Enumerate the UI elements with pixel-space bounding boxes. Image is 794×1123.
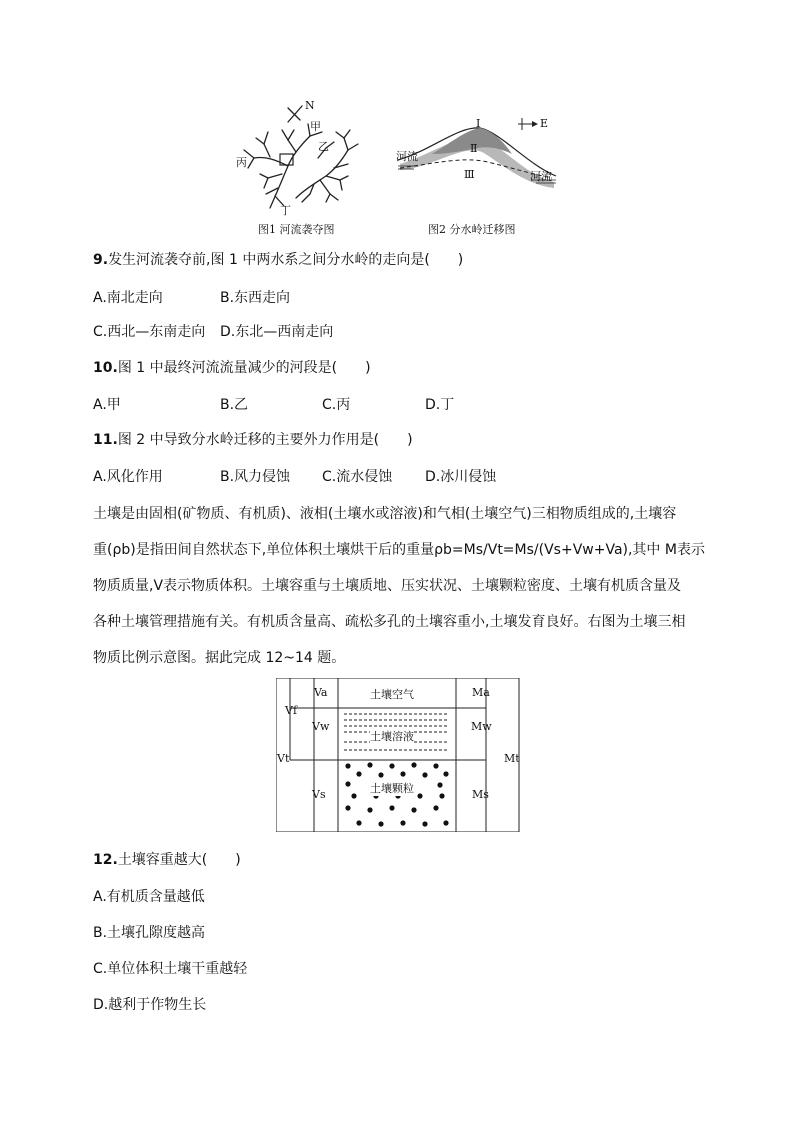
label-river-left: 河流	[396, 150, 418, 163]
label-river-right: 河流	[530, 170, 552, 183]
passage-line-2: 重(ρb)是指田间自然状态下,单位体积土壤烘干后的重量ρb=Ms/Vt=Ms/(Vs+Vw+Va),其中 M表示	[93, 542, 705, 558]
passage-line-5: 物质比例示意图。据此完成 12~14 题。	[93, 650, 346, 666]
q10-option-d[interactable]: D.丁	[425, 397, 455, 413]
question-stem: 图 2 中导致分水岭迁移的主要外力作用是( )	[117, 432, 413, 448]
q11-option-a[interactable]: A.风化作用	[93, 469, 163, 485]
q9-option-d[interactable]: D.东北—西南走向	[220, 324, 334, 340]
q9-option-a[interactable]: A.南北走向	[93, 290, 163, 306]
label-ding: 丁	[280, 204, 291, 217]
passage-line-1: 土壤是由固相(矿物质、有机质)、液相(土壤水或溶液)和气相(土壤空气)三相物质组成的,土壤容	[93, 506, 677, 522]
question-10	[93, 357, 371, 377]
label-vf: Vf	[285, 704, 298, 717]
question-9	[93, 249, 463, 269]
q10-option-a[interactable]: A.甲	[93, 397, 121, 413]
question-stem: 发生河流袭夺前,图 1 中两水系之间分水岭的走向是( )	[108, 252, 464, 268]
figure-2	[392, 112, 562, 192]
label-east: E	[540, 117, 549, 130]
q12-option-b[interactable]: B.土壤孔隙度越高	[93, 925, 206, 941]
label-ma: Ma	[472, 686, 490, 699]
river-capture-map	[230, 98, 370, 218]
q9-option-c[interactable]: C.西北—东南走向	[93, 324, 206, 340]
q12-option-a[interactable]: A.有机质含量越低	[93, 889, 205, 905]
label-jia: 甲	[310, 120, 321, 133]
question-number: 12.	[93, 852, 118, 868]
question-11	[93, 429, 413, 449]
label-soil-particles: 土壤颗粒	[370, 782, 414, 795]
label-va: Va	[314, 686, 328, 699]
label-vw: Vw	[312, 720, 330, 733]
label-vt: Vt	[277, 752, 290, 765]
question-number: 9.	[93, 252, 109, 268]
q11-option-b[interactable]: B.风力侵蚀	[220, 469, 291, 485]
question-stem: 图 1 中最终河流流量减少的河段是( )	[117, 360, 371, 376]
question-stem: 土壤容重越大( )	[117, 852, 241, 868]
question-12	[93, 849, 241, 869]
passage-line-3: 物质质量,V表示物质体积。土壤容重与土壤质地、压实状况、土壤颗粒密度、土壤有机质含量及	[93, 578, 682, 594]
q10-option-b[interactable]: B.乙	[220, 397, 249, 413]
label-soil-solution: 土壤溶液	[370, 730, 414, 743]
q12-option-d[interactable]: D.越利于作物生长	[93, 997, 207, 1013]
q12-option-c[interactable]: C.单位体积土壤干重越轻	[93, 961, 248, 977]
label-one: Ⅰ	[476, 117, 481, 130]
figure-1	[230, 98, 370, 218]
label-ms: Ms	[472, 788, 489, 801]
north-label: N	[305, 99, 315, 112]
label-two: Ⅱ	[470, 142, 478, 155]
q11-option-c[interactable]: C.流水侵蚀	[322, 469, 393, 485]
label-yi: 乙	[318, 140, 329, 153]
label-vs: Vs	[312, 788, 326, 801]
passage-line-4: 各种土壤管理措施有关。有机质含量高、疏松多孔的土壤容重小,土壤发育良好。右图为土壤三相	[93, 614, 686, 630]
label-mt: Mt	[504, 752, 520, 765]
label-three: Ⅲ	[464, 168, 475, 181]
label-bing: 丙	[236, 156, 247, 169]
q9-option-b[interactable]: B.东西走向	[220, 290, 291, 306]
question-number: 11.	[93, 432, 118, 448]
label-soil-air: 土壤空气	[370, 688, 414, 701]
figure-2-caption: 图2 分水岭迁移图	[428, 223, 516, 236]
q11-option-d[interactable]: D.冰川侵蚀	[425, 469, 497, 485]
q10-option-c[interactable]: C.丙	[322, 397, 351, 413]
soil-phase-diagram	[276, 678, 520, 832]
label-mw: Mw	[471, 720, 492, 733]
figure-1-caption: 图1 河流袭夺图	[258, 223, 335, 236]
question-number: 10.	[93, 360, 118, 376]
